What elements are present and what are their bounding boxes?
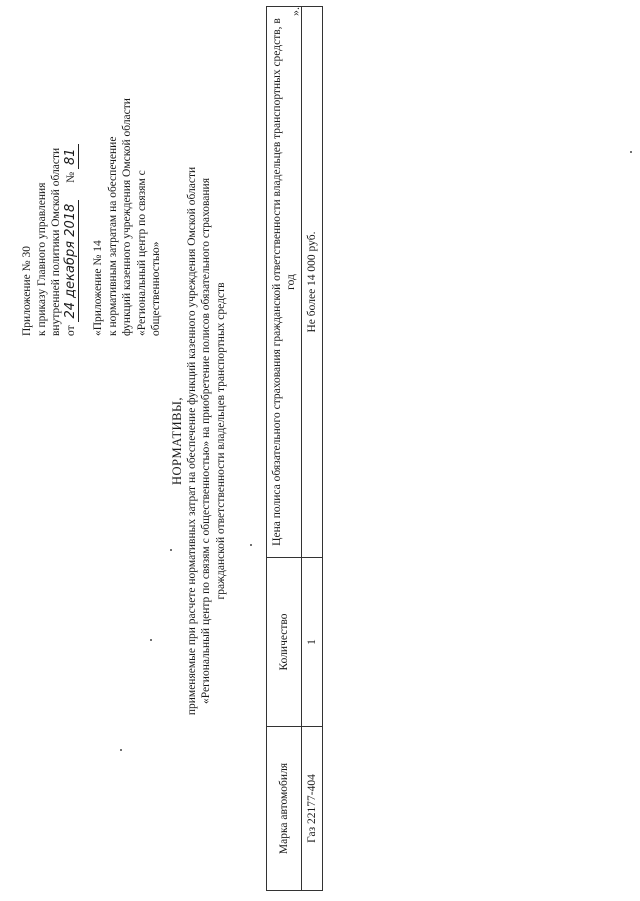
header-policy-price: Цена полиса обязательного страхования гражданской ответственности владельцев транспортных средств, в год (267, 7, 302, 558)
handwritten-number: 81 (64, 144, 80, 169)
header-quantity: Количество (267, 558, 302, 727)
cell-car-brand: Газ 22177-404 (302, 727, 323, 891)
inner-appendix-line-2: к нормативным затратам на обеспечение (106, 136, 119, 336)
table-row (302, 7, 323, 891)
cell-policy-price: Не более 14 000 руб. (302, 7, 323, 558)
norms-table (266, 6, 323, 891)
table-header-row (267, 7, 302, 891)
scan-speck (120, 749, 122, 751)
number-prefix: № (64, 171, 77, 183)
document-title (170, 161, 228, 721)
appendix-order-line: к приказу Главного управления (35, 182, 48, 336)
appendix-title: Приложение № 30 (21, 246, 33, 336)
date-prefix: от (64, 325, 77, 336)
title-line-1: применяемые при расчете нормативных затрат на обеспечение функций казенного учреждения Омской области (185, 166, 198, 716)
inner-appendix-block (91, 16, 164, 336)
inner-appendix-title: «Приложение № 14 (92, 240, 104, 336)
scan-speck (250, 544, 252, 546)
scan-speck (630, 151, 632, 153)
scan-speck (150, 639, 152, 641)
cell-quantity: 1 (302, 558, 323, 727)
inner-appendix-line-3: функций казенного учреждения Омской области (121, 98, 133, 336)
title-line-3: гражданской ответственности владельцев транспортных средств (214, 282, 227, 600)
appendix-date-line (64, 16, 80, 336)
title-heading: НОРМАТИВЫ, (170, 396, 184, 486)
title-line-2: «Региональный центр по связям с общественностью» на приобретение полисов обязательного страхования (200, 177, 212, 705)
handwritten-date: 24 декабря 2018 (64, 200, 80, 323)
inner-appendix-line-4: «Региональный центр по связям с (135, 170, 148, 336)
header-car-brand: Марка автомобиля (267, 727, 302, 891)
inner-appendix-line-5: общественностью» (150, 241, 162, 336)
closing-quote: ». (288, 7, 302, 16)
appendix-department-line: внутренней политики Омской области (50, 147, 62, 336)
scan-speck (170, 549, 172, 551)
appendix-block (20, 16, 164, 336)
